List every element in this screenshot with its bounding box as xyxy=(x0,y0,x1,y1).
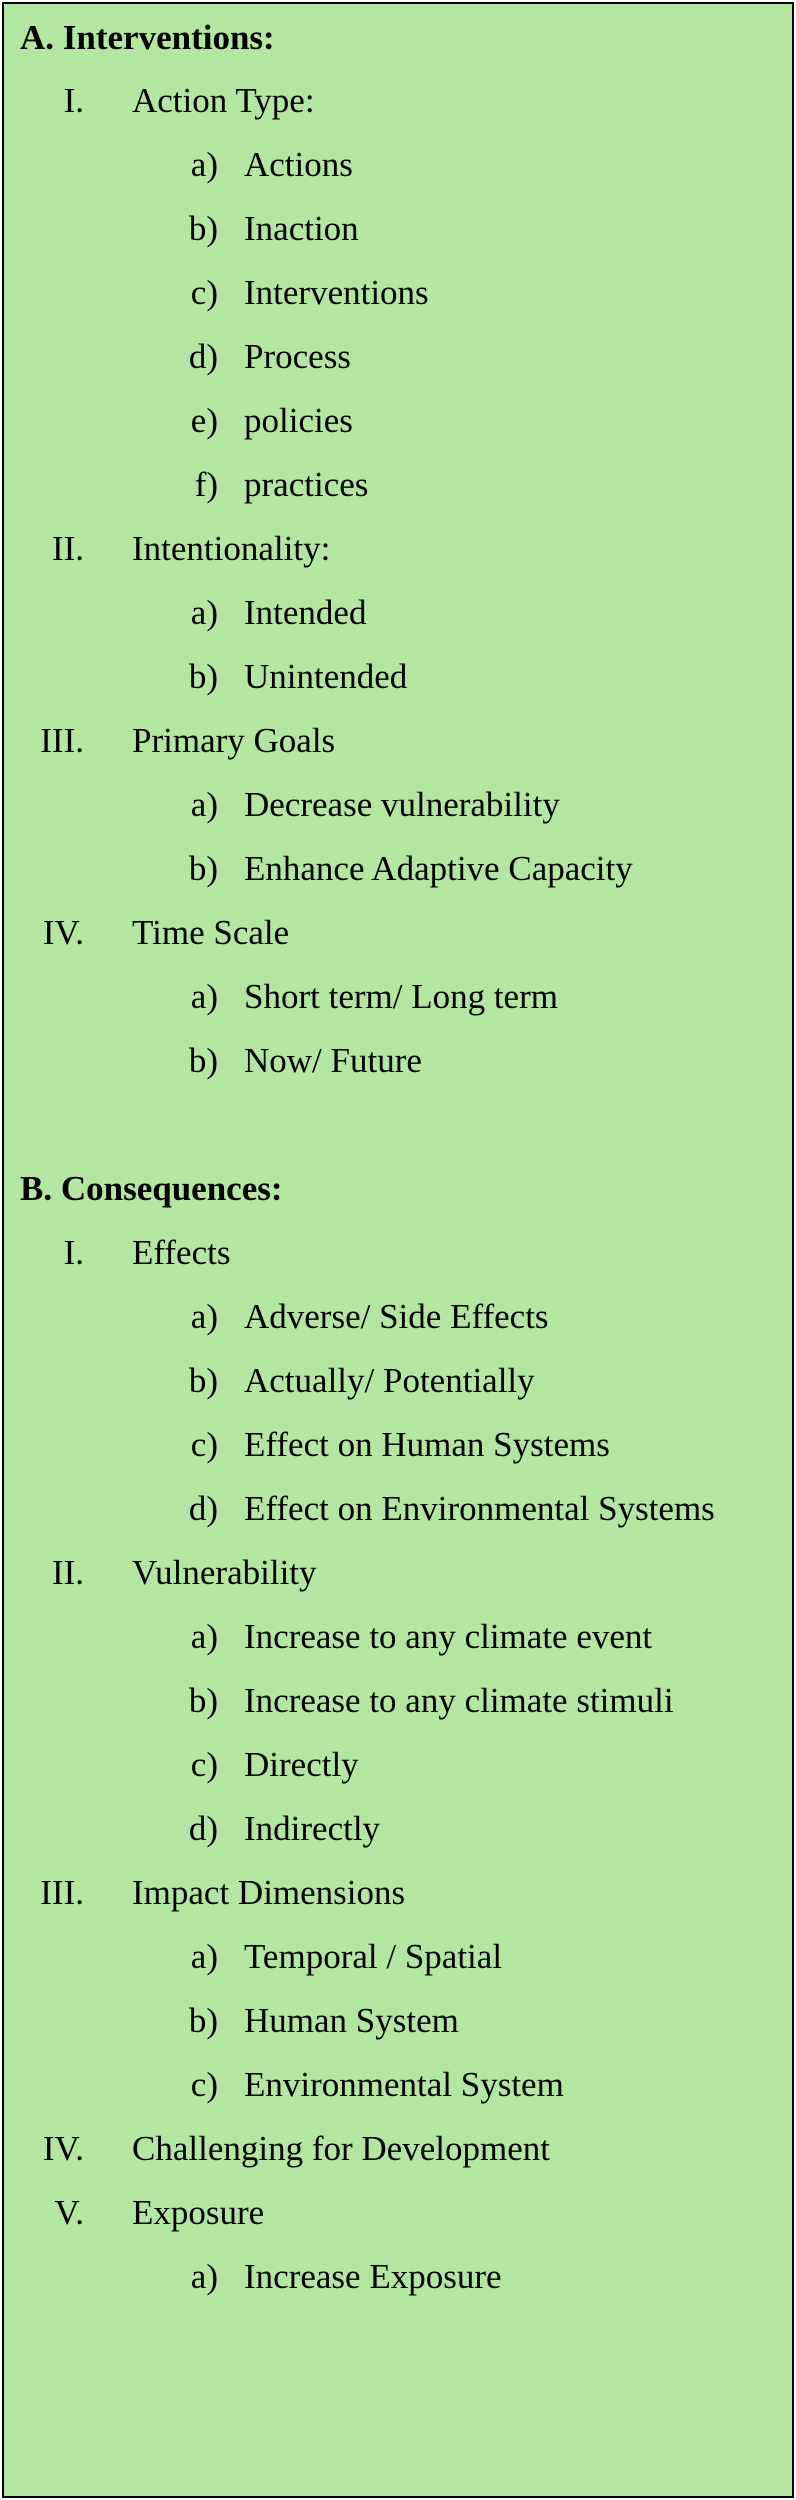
sub-item-label: Indirectly xyxy=(244,1809,381,1848)
outline-box xyxy=(2,2,794,2498)
sub-list-item xyxy=(4,1669,792,1733)
sub-item-label: Temporal / Spatial xyxy=(244,1937,503,1976)
sub-list-item xyxy=(4,581,792,645)
sub-list-item xyxy=(4,1925,792,1989)
list-item xyxy=(4,901,792,965)
sub-item-label: Effect on Environmental Systems xyxy=(244,1489,715,1528)
sub-item-letter: f) xyxy=(194,465,218,504)
list-item xyxy=(4,2181,792,2245)
roman-numeral: IV. xyxy=(42,913,84,952)
sub-list-item xyxy=(4,773,792,837)
sub-list-item xyxy=(4,1413,792,1477)
sub-list-item xyxy=(4,389,792,453)
sub-item-letter: a) xyxy=(190,977,218,1016)
sub-item-label: Human System xyxy=(244,2001,459,2040)
item-label: Action Type: xyxy=(132,81,315,120)
sub-item-letter: a) xyxy=(190,593,218,632)
sub-item-label: Increase Exposure xyxy=(244,2257,502,2296)
sub-list-item xyxy=(4,325,792,389)
sub-item-label: Decrease vulnerability xyxy=(244,785,560,824)
sub-item-letter: c) xyxy=(190,273,218,312)
sub-item-letter: a) xyxy=(190,2257,218,2296)
sub-item-label: Inaction xyxy=(244,209,359,248)
sub-item-letter: a) xyxy=(190,1937,218,1976)
roman-numeral: II. xyxy=(51,1553,84,1592)
list-item xyxy=(4,69,792,133)
sub-item-letter: b) xyxy=(188,2001,218,2040)
sub-item-label: Directly xyxy=(244,1745,359,1784)
list-item xyxy=(4,2117,792,2181)
sub-list-item xyxy=(4,837,792,901)
sub-item-letter: d) xyxy=(188,1489,218,1528)
sub-item-letter: a) xyxy=(190,1617,218,1656)
sub-list-item xyxy=(4,1285,792,1349)
sub-item-label: Process xyxy=(244,337,351,376)
sub-list-item xyxy=(4,1349,792,1413)
section-heading: B. Consequences: xyxy=(20,1169,283,1208)
list-item xyxy=(4,1541,792,1605)
sub-list-item xyxy=(4,133,792,197)
sub-item-label: Adverse/ Side Effects xyxy=(244,1297,549,1336)
sub-list-item xyxy=(4,1605,792,1669)
roman-numeral: IV. xyxy=(42,2129,84,2168)
sub-list-item xyxy=(4,261,792,325)
sub-item-letter: b) xyxy=(188,209,218,248)
sub-item-letter: c) xyxy=(190,2065,218,2104)
sub-item-letter: b) xyxy=(188,1041,218,1080)
sub-item-letter: a) xyxy=(190,785,218,824)
sub-list-item xyxy=(4,197,792,261)
list-item xyxy=(4,517,792,581)
sub-list-item xyxy=(4,1733,792,1797)
sub-list-item xyxy=(4,2245,792,2309)
sub-item-label: Short term/ Long term xyxy=(244,977,558,1016)
sub-item-label: Interventions xyxy=(244,273,429,312)
sub-item-label: Increase to any climate event xyxy=(244,1617,653,1656)
item-label: Challenging for Development xyxy=(132,2129,550,2168)
sub-item-letter: d) xyxy=(188,337,218,376)
sub-item-letter: b) xyxy=(188,1681,218,1720)
section-heading: A. Interventions: xyxy=(20,17,275,57)
roman-numeral: III. xyxy=(40,1873,84,1912)
sub-item-label: Enhance Adaptive Capacity xyxy=(244,849,633,888)
item-label: Time Scale xyxy=(132,913,290,952)
roman-numeral: V. xyxy=(54,2193,84,2232)
roman-numeral: II. xyxy=(51,529,84,568)
sub-list-item xyxy=(4,965,792,1029)
sub-list-item xyxy=(4,2053,792,2117)
sub-item-label: Increase to any climate stimuli xyxy=(244,1681,674,1720)
sub-item-letter: b) xyxy=(188,657,218,696)
sub-item-label: Intended xyxy=(244,593,367,632)
item-label: Primary Goals xyxy=(132,721,336,760)
item-label: Impact Dimensions xyxy=(132,1873,406,1912)
sub-item-letter: b) xyxy=(188,1361,218,1400)
roman-numeral: I. xyxy=(63,1233,84,1272)
roman-numeral: I. xyxy=(63,81,84,120)
sub-item-label: Actually/ Potentially xyxy=(244,1361,535,1400)
sub-item-label: Now/ Future xyxy=(244,1041,422,1080)
sub-list-item xyxy=(4,1477,792,1541)
sub-item-letter: d) xyxy=(188,1809,218,1848)
sub-item-label: Effect on Human Systems xyxy=(244,1425,610,1464)
sub-item-letter: c) xyxy=(190,1745,218,1784)
sub-item-letter: c) xyxy=(190,1425,218,1464)
sub-item-label: policies xyxy=(244,401,353,440)
item-label: Vulnerability xyxy=(132,1553,317,1592)
sub-item-letter: a) xyxy=(190,145,218,184)
list-item xyxy=(4,1221,792,1285)
list-item xyxy=(4,709,792,773)
sub-list-item xyxy=(4,453,792,517)
sub-list-item xyxy=(4,1797,792,1861)
sub-item-letter: b) xyxy=(188,849,218,888)
sub-item-label: Unintended xyxy=(244,657,408,696)
sub-item-label: Actions xyxy=(244,145,353,184)
list-item xyxy=(4,1861,792,1925)
sub-list-item xyxy=(4,1989,792,2053)
sub-list-item xyxy=(4,645,792,709)
item-label: Exposure xyxy=(132,2193,265,2232)
sub-item-letter: e) xyxy=(190,401,218,440)
roman-numeral: III. xyxy=(40,721,84,760)
sub-item-label: practices xyxy=(244,465,369,504)
sub-item-label: Environmental System xyxy=(244,2065,564,2104)
sub-item-letter: a) xyxy=(190,1297,218,1336)
item-label: Effects xyxy=(132,1233,231,1272)
item-label: Intentionality: xyxy=(132,529,331,568)
sub-list-item xyxy=(4,1029,792,1093)
